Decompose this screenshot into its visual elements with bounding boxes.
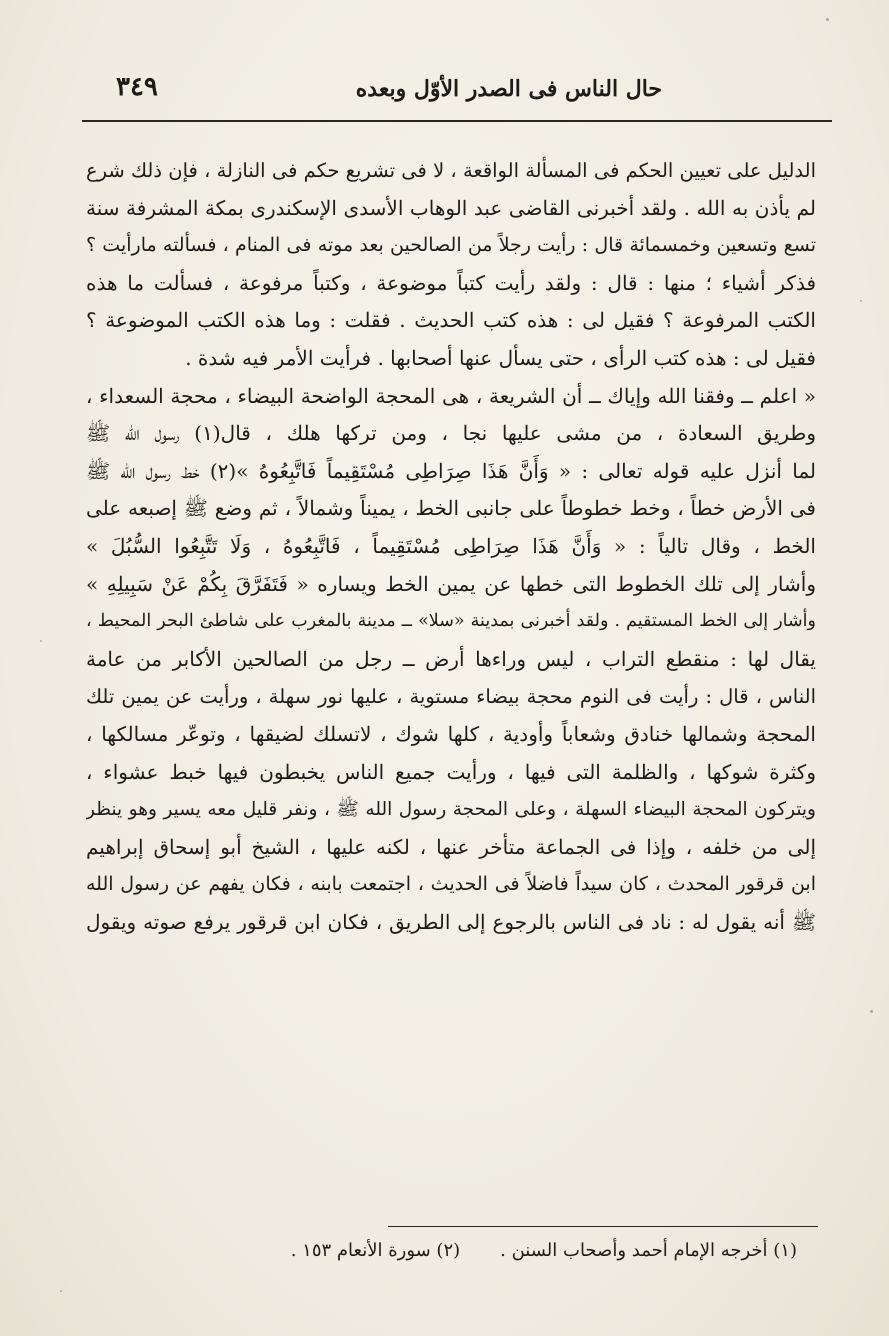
- text-line: الناس ، قال : رأيت فى النوم محجة بيضاء مستوية ، عليها نور سهلة ، ورأيت عن يمين تلك: [86, 685, 816, 709]
- text-line: ابن قرقور المحدث ، كان سيداً فاضلاً فى الحديث ، اجتمعت بابنه ، فكان يفهم عن رسول الله: [86, 873, 816, 896]
- text-line: لما أنزل عليه قوله تعالى : « وَأَنَّ هَذَا صِرَاطِى مُسْتَقِيماً فَاتَّبِعُوهُ »(٢) خط رسول الله ﷺ: [86, 458, 816, 483]
- text-line: ﷺ أنه يقول له : ناد فى الناس بالرجوع إلى الطريق ، فكان ابن قرقور يرفع صوته ويقول: [86, 909, 816, 934]
- text-line: وأشار إلى الخط المستقيم . ولقد أخبرنى بمدينة «سلا» ــ مدينة بالمغرب على شاطئ البحر المحيط ،: [86, 611, 816, 632]
- page-number: ٣٤٩: [116, 72, 158, 102]
- paper-speck: [60, 1290, 62, 1292]
- text-line: وأشار إلى تلك الخطوط التى خطها عن يمين الخط ويساره « فَتَفَرَّقَ بِكُمْ عَنْ سَبِيلِهِ »: [86, 571, 816, 596]
- paper-speck: [870, 1010, 873, 1013]
- text-line: الكتب المرفوعة ؟ فقيل لى : هذه كتب الحديث . فقلت : وما هذه الكتب الموضوعة ؟: [86, 308, 816, 333]
- page-header: [80, 72, 832, 112]
- text-line: فقيل لى : هذه كتب الرأى ، حتى يسأل عنها أصحابها . فرأيت الأمر فيه شدة .: [185, 345, 816, 370]
- footnote-rule: [388, 1226, 818, 1227]
- text-line: ويتركون المحجة البيضاء السهلة ، وعلى المحجة رسول الله ﷺ ، ونفر قليل معه يسير وهو ينظر: [86, 799, 816, 821]
- text-line: الدليل على تعيين الحكم فى المسألة الواقعة ، لا فى تشريع حكم فى النازلة ، فإن ذلك شرع: [86, 159, 816, 182]
- text-line: « اعلم ــ وفقنا الله وإياك ــ أن الشريعة ، هى المحجة الواضحة البيضاء ، محجة السعداء ،: [86, 383, 816, 408]
- text-line: وكثرة شوكها ، والظلمة التى فيها ، ورأيت جميع الناس يخبطون فيها خبط عشواء ،: [86, 759, 816, 784]
- text-line: يقال لها : منقطع التراب ، ليس وراءها أرض ــ رجل من الصالحين الأكابر من عامة: [86, 646, 816, 671]
- paper-speck: [826, 18, 829, 21]
- paper-speck: [860, 300, 862, 302]
- text-line: فى الأرض خطاً ، وخط خطوطاً على جانبى الخط ، يميناً وشمالاً ، ثم وضع ﷺ إصبعه على: [86, 496, 816, 521]
- text-line: الخط ، وقال تالياً : « وَأَنَّ هَذَا صِرَاطِى مُسْتَقِيماً ، فَاتَّبِعُوهُ ، وَلَا تَتَّبِعُوا السُّبُلَ »: [86, 533, 816, 558]
- running-title: حال الناس فى الصدر الأوّل وبعده: [355, 76, 662, 102]
- footnote-2: (٢) سورة الأنعام ١٥٣ .: [290, 1240, 461, 1261]
- footnote-1: (١) أخرجه الإمام أحمد وأصحاب السنن .: [500, 1240, 797, 1261]
- text-line: تسع وتسعين وخمسمائة قال : رأيت رجلاً من الصالحين بعد موته فى المنام ، فسألته مارأيت ؟: [86, 234, 816, 257]
- paper-speck: [40, 640, 42, 642]
- text-line: فذكر أشياء ؛ منها : قال : ولقد رأيت كتباً موضوعة ، وكتباً مرفوعة ، فسألت ما هذه: [86, 270, 816, 295]
- header-rule: [82, 120, 832, 122]
- text-line: إلى من خلفه ، وإذا فى الجماعة متأخر عنها ، لكنه عليها ، الشيخ أبو إسحاق إبراهيم: [86, 834, 816, 859]
- text-line: وطريق السعادة ، من مشى عليها نجا ، ومن تركها هلك ، قال(١) رسول الله ﷺ: [86, 421, 816, 446]
- text-line: لم يأذن به الله . ولقد أخبرنى القاضى عبد الوهاب الأسدى الإسكندرى بمكة المشرفة سنة: [86, 195, 816, 220]
- body-text: [86, 152, 816, 941]
- footnotes: [237, 1240, 797, 1261]
- text-line: المحجة وشمالها خنادق وشعاباً وأودية ، كلها شوك ، لاتسلك لضيقها ، وتوعّر مسالكها ،: [86, 721, 816, 746]
